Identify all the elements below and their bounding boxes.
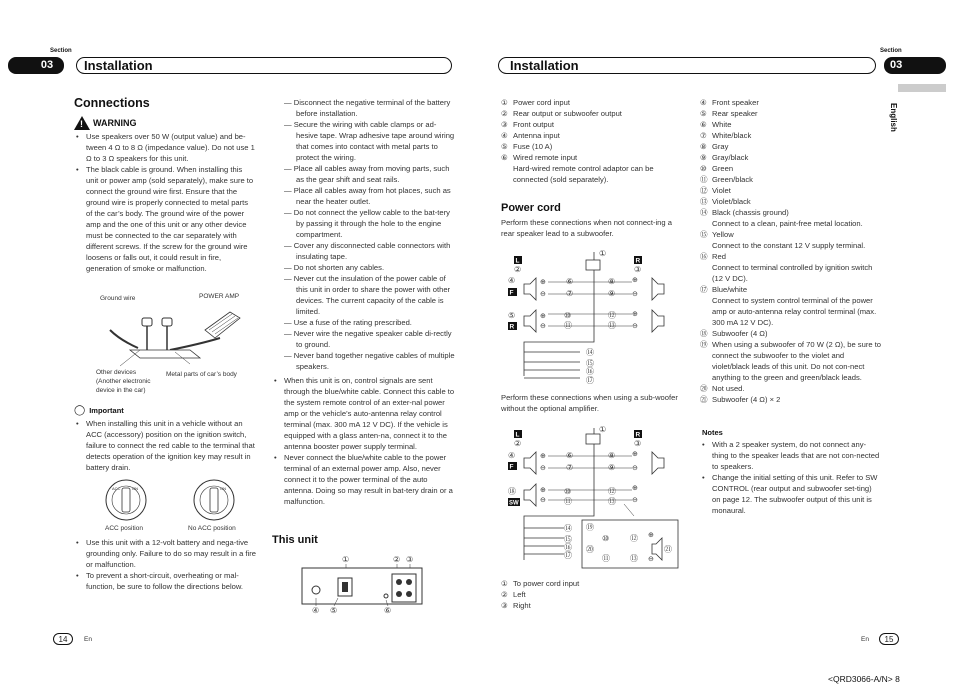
notes-list bbox=[702, 439, 882, 516]
svg-text:⑩: ⑩ bbox=[564, 311, 572, 320]
svg-text:⑳: ⑳ bbox=[586, 545, 594, 554]
svg-text:④: ④ bbox=[508, 451, 516, 460]
metal-parts-label: Metal parts of car’s body bbox=[166, 371, 237, 378]
list-item: ② Left bbox=[501, 590, 526, 599]
svg-text:⑮: ⑮ bbox=[564, 535, 572, 544]
section-number-badge: 03 bbox=[8, 57, 64, 74]
svg-text:④: ④ bbox=[508, 276, 516, 285]
speaker-icon bbox=[524, 310, 536, 332]
list-item: ⑯ Red Connect to terminal controlled by ignition switch (12 V DC). bbox=[700, 252, 873, 283]
svg-text:ON: ON bbox=[132, 486, 138, 491]
svg-text:⑰: ⑰ bbox=[586, 376, 594, 385]
acc-position-figure bbox=[96, 476, 256, 534]
power-cord-title: Power cord bbox=[501, 202, 561, 214]
list-item: • Never connect the blue/white cable to the power terminal of an external power amp. Also, never connect it to the power terminal of the auto antenna. Doing so may result in bat-tery drain or a malfunction. bbox=[274, 452, 456, 507]
speaker-icon bbox=[652, 278, 664, 300]
svg-text:⑲: ⑲ bbox=[586, 523, 594, 532]
precaution-bullet-list bbox=[274, 375, 456, 507]
precaution-dash-list bbox=[284, 97, 456, 372]
svg-text:⊖: ⊖ bbox=[632, 497, 638, 504]
svg-text:⊖: ⊖ bbox=[648, 556, 654, 563]
list-item: • Change the initial setting of this unit. Refer to SW CONTROL (rear output and subwoofer set-ting) on page 12. The subwoofer output of this unit is monaural. bbox=[702, 472, 882, 516]
svg-text:L: L bbox=[515, 431, 520, 439]
svg-text:⊕: ⊕ bbox=[632, 485, 638, 492]
svg-text:F: F bbox=[509, 463, 514, 471]
svg-text:⑨: ⑨ bbox=[608, 289, 616, 298]
speaker-icon bbox=[652, 310, 664, 332]
svg-text:⑦: ⑦ bbox=[566, 289, 574, 298]
svg-text:R: R bbox=[509, 323, 515, 331]
svg-text:⑰: ⑰ bbox=[564, 551, 572, 560]
list-item: ⑥ White bbox=[700, 120, 732, 129]
svg-text:⑧: ⑧ bbox=[608, 451, 616, 460]
list-item: ⑬ Violet/black bbox=[700, 197, 751, 206]
svg-text:⑬: ⑬ bbox=[608, 321, 616, 330]
svg-text:⑯: ⑯ bbox=[564, 543, 572, 552]
list-item: ① To power cord input bbox=[501, 579, 580, 588]
page-number: 15 bbox=[879, 633, 899, 645]
svg-text:⑫: ⑫ bbox=[608, 487, 616, 496]
list-item: ④ Antenna input bbox=[501, 131, 560, 140]
list-item: • When installing this unit in a vehicle without an ACC (accessory) position on the ignition switch, failure to connect the red cable to the terminal that detects operation of the ignition key may result in battery drain. bbox=[76, 418, 256, 473]
speaker-icon bbox=[652, 452, 664, 474]
svg-text:②: ② bbox=[514, 439, 522, 448]
unit-rear-panel-figure bbox=[298, 552, 428, 614]
svg-text:⊕: ⊕ bbox=[648, 532, 654, 539]
list-item: ⑥ Wired remote input bbox=[501, 153, 578, 162]
svg-text:⑫: ⑫ bbox=[630, 534, 638, 543]
svg-text:⑫: ⑫ bbox=[608, 311, 616, 320]
list-item: ⑩ Green bbox=[700, 164, 734, 173]
svg-text:R: R bbox=[635, 431, 641, 439]
svg-text:F: F bbox=[509, 289, 514, 297]
page-number: 14 bbox=[53, 633, 73, 645]
svg-text:⊖: ⊖ bbox=[540, 497, 546, 504]
list-item: • When this unit is on, control signals are sent through the blue/white cable. Connect this cable to the system remote control of an exter-nal power amp or the vehicle’s auto-antenna relay control terminal (max. 300 mA 12 V DC). If the vehicle is equipped with a glass anten-na, connect it to the antenna booster power supply terminal. bbox=[274, 375, 456, 452]
wire-color-legend-list bbox=[700, 97, 882, 405]
screw-icon bbox=[142, 318, 152, 350]
speaker-icon bbox=[524, 278, 536, 300]
svg-text:⊕: ⊕ bbox=[540, 487, 546, 494]
svg-text:㉑: ㉑ bbox=[664, 545, 672, 554]
subwoofer-icon bbox=[524, 484, 536, 506]
warning-heading bbox=[74, 116, 137, 130]
list-item: — Do not connect the yellow cable to the bat-tery by passing it through the hole to the engine compartment. bbox=[284, 208, 450, 239]
svg-text:⊖: ⊖ bbox=[632, 291, 638, 298]
page-language: En bbox=[861, 636, 869, 643]
list-item: ⑧ Gray bbox=[700, 142, 729, 151]
list-item: • Use this unit with a 12-volt battery and nega-tive grounding only. Failure to do so may result in a fire or malfunction. bbox=[76, 537, 256, 570]
no-acc-caption: No ACC position bbox=[188, 525, 236, 532]
list-item: ⑮ Yellow Connect to the constant 12 V supply terminal. bbox=[700, 230, 866, 250]
svg-text:②: ② bbox=[393, 555, 401, 564]
svg-text:③: ③ bbox=[634, 265, 642, 274]
list-item: ⑭ Black (chassis ground) Connect to a clean, paint-free metal location. bbox=[700, 208, 863, 228]
svg-text:⊖: ⊖ bbox=[632, 465, 638, 472]
svg-text:③: ③ bbox=[634, 439, 642, 448]
list-item: ④ Front speaker bbox=[700, 98, 759, 107]
ground-wire-label: Ground wire bbox=[100, 295, 136, 302]
list-item: ⑰ Blue/white Connect to system control terminal of the power amp or auto-antenna relay control terminal (max. 300 mA 12 V DC). bbox=[700, 285, 877, 327]
connections-title: Connections bbox=[74, 96, 150, 110]
svg-text:⑤: ⑤ bbox=[508, 311, 516, 320]
svg-text:⑩: ⑩ bbox=[602, 534, 610, 543]
this-unit-title: This unit bbox=[272, 534, 318, 546]
svg-text:L: L bbox=[515, 257, 520, 265]
list-item: ③ Right bbox=[501, 601, 531, 610]
important-icon: ◯ bbox=[74, 405, 86, 416]
speaker-wiring-diagram bbox=[504, 246, 684, 386]
svg-text:⑬: ⑬ bbox=[608, 497, 616, 506]
svg-text:⊕: ⊕ bbox=[540, 453, 546, 460]
svg-text:⑪: ⑪ bbox=[602, 554, 610, 563]
list-item: — Cover any disconnected cable connectors with insulating tape. bbox=[284, 241, 451, 261]
list-item: — Secure the wiring with cable clamps or ad-hesive tape. Wrap adhesive tape around wiring that comes into contact with metal parts to protect the wiring. bbox=[284, 120, 455, 162]
list-item: ⑤ Rear speaker bbox=[700, 109, 758, 118]
svg-text:SW: SW bbox=[509, 500, 519, 507]
list-item: — Use a fuse of the rating prescribed. bbox=[284, 318, 412, 327]
svg-text:ON: ON bbox=[220, 486, 226, 491]
svg-text:⑮: ⑮ bbox=[586, 359, 594, 368]
svg-text:⑨: ⑨ bbox=[608, 463, 616, 472]
list-item: ① Power cord input bbox=[501, 98, 570, 107]
svg-text:device in the car): device in the car) bbox=[96, 387, 146, 394]
svg-text:⑯: ⑯ bbox=[586, 367, 594, 376]
svg-text:⑪: ⑪ bbox=[564, 497, 572, 506]
svg-text:⊕: ⊕ bbox=[632, 451, 638, 458]
list-item: • With a 2 speaker system, do not connect any-thing to the speaker leads that are not con-nected to speakers. bbox=[702, 439, 882, 472]
other-devices-label: Other devices bbox=[96, 369, 137, 376]
svg-text:①: ① bbox=[599, 249, 607, 258]
list-item: — Do not shorten any cables. bbox=[284, 263, 385, 272]
section-number-badge: 03 bbox=[884, 57, 946, 74]
svg-text:⑥: ⑥ bbox=[566, 277, 574, 286]
svg-text:R: R bbox=[635, 257, 641, 265]
power-cord-intro: Perform these connections when not connect-ing a rear speaker lead to a subwoofer. bbox=[501, 218, 672, 238]
svg-text:⑥: ⑥ bbox=[384, 606, 392, 614]
list-item: ⑨ Gray/black bbox=[700, 153, 749, 162]
svg-text:④: ④ bbox=[312, 606, 320, 614]
important-list bbox=[76, 418, 256, 473]
svg-text:⑥: ⑥ bbox=[566, 451, 574, 460]
svg-text:⊕: ⊕ bbox=[540, 313, 546, 320]
svg-text:③: ③ bbox=[406, 555, 414, 564]
language-side-tab: English bbox=[889, 103, 898, 132]
speaker-icon bbox=[524, 452, 536, 474]
power-amp-label: POWER AMP bbox=[199, 293, 240, 300]
svg-text:⊕: ⊕ bbox=[632, 277, 638, 284]
list-item: • Use speakers over 50 W (output value) and be-tween 4 Ω to 8 Ω (impedance value). Do not use 1 Ω to 3 Ω speakers for this unit. bbox=[76, 131, 256, 164]
side-tab-bar bbox=[898, 84, 946, 92]
section-header-title: Installation bbox=[84, 58, 153, 73]
important-label: Important bbox=[89, 406, 124, 415]
section-header-title: Installation bbox=[510, 58, 579, 73]
page-language: En bbox=[84, 636, 92, 643]
list-item: • To prevent a short-circuit, overheating or mal-function, be sure to follow the directions below. bbox=[76, 570, 256, 592]
svg-text:⑤: ⑤ bbox=[330, 606, 338, 614]
list-item: — Place all cables away from moving parts, such as the gear shift and seat rails. bbox=[284, 164, 450, 184]
list-item: ⑲ When using a subwoofer of 70 W (2 Ω), be sure to connect the subwoofer to the violet and violet/black leads of this unit. Do not con-nect anything to the green and green/black leads. bbox=[700, 340, 882, 382]
svg-text:⑭: ⑭ bbox=[586, 348, 594, 357]
list-item: • The black cable is ground. When installing this unit or power amp (sold separately), make sure to connect the ground wire first. Ensure that the ground wire is properly connected to metal parts of the car’s body. The ground wire of the power amp and the one of this unit or any other device must be connected to the car separately with different screws. If the screw for the ground wire loosens or falls out, it could result in fire, generation of smoke or malfunction. bbox=[76, 164, 256, 274]
warning-label: WARNING bbox=[93, 118, 137, 128]
list-item: — Never band together negative cables of multiple speakers. bbox=[284, 351, 455, 371]
list-item: ② Rear output or subwoofer output bbox=[501, 109, 622, 118]
connector-legend-list bbox=[501, 97, 683, 185]
svg-text:②: ② bbox=[514, 265, 522, 274]
subwoofer-wiring-diagram bbox=[504, 420, 684, 572]
ground-wire-figure bbox=[90, 288, 260, 398]
list-item: — Disconnect the negative terminal of the battery before installation. bbox=[284, 98, 451, 118]
ignition-switch-icon bbox=[194, 480, 234, 520]
list-item: — Place all cables away from hot places, such as near the heater outlet. bbox=[284, 186, 451, 206]
svg-text:⑱: ⑱ bbox=[508, 487, 516, 496]
svg-text:⊕: ⊕ bbox=[632, 311, 638, 318]
notes-title: Notes bbox=[702, 428, 723, 437]
list-item: ③ Front output bbox=[501, 120, 554, 129]
list-item: ⑤ Fuse (10 A) bbox=[501, 142, 553, 151]
svg-text:⊖: ⊖ bbox=[540, 323, 546, 330]
svg-text:⑦: ⑦ bbox=[566, 463, 574, 472]
document-code: <QRD3066-A/N> 8 bbox=[828, 674, 900, 684]
list-item: ⑦ White/black bbox=[700, 131, 752, 140]
svg-text:⊖: ⊖ bbox=[632, 323, 638, 330]
warning-list bbox=[76, 131, 256, 274]
svg-text:⊕: ⊕ bbox=[540, 279, 546, 286]
important-heading bbox=[74, 405, 124, 416]
section-label: Section bbox=[50, 48, 72, 54]
list-item: — Never cut the insulation of the power cable of this unit in order to share the power with other devices. The current capacity of the cable is limited. bbox=[284, 274, 451, 316]
svg-text:⑩: ⑩ bbox=[564, 487, 572, 496]
svg-text:⊖: ⊖ bbox=[540, 465, 546, 472]
warning-icon: ! bbox=[74, 116, 90, 130]
section-label: Section bbox=[880, 48, 902, 54]
svg-text:⑬: ⑬ bbox=[630, 554, 638, 563]
ignition-switch-icon bbox=[106, 480, 146, 520]
svg-text:⊖: ⊖ bbox=[540, 291, 546, 298]
svg-text:①: ① bbox=[599, 425, 607, 434]
acc-caption: ACC position bbox=[105, 525, 143, 532]
svg-text:(Another electronic: (Another electronic bbox=[96, 378, 151, 385]
power-amp-icon bbox=[205, 312, 240, 338]
more-bullets-list bbox=[76, 537, 256, 592]
svg-text:⑧: ⑧ bbox=[608, 277, 616, 286]
list-item: ⑱ Subwoofer (4 Ω) bbox=[700, 329, 768, 338]
diagram-legend-list bbox=[501, 578, 683, 611]
screw-icon bbox=[162, 318, 172, 350]
list-item: — Never wire the negative speaker cable di-rectly to ground. bbox=[284, 329, 452, 349]
svg-text:ACC: ACC bbox=[112, 486, 121, 491]
list-item: ㉑ Subwoofer (4 Ω) × 2 bbox=[700, 395, 781, 404]
list-item: ⑫ Violet bbox=[700, 186, 731, 195]
list-item: ⑪ Green/black bbox=[700, 175, 753, 184]
list-item: ⑳ Not used. bbox=[700, 384, 745, 393]
svg-text:①: ① bbox=[342, 555, 350, 564]
svg-text:⑭: ⑭ bbox=[564, 524, 572, 533]
subwoofer-intro: Perform these connections when using a sub-woofer without the optional amplifier. bbox=[501, 393, 678, 413]
svg-text:⑪: ⑪ bbox=[564, 321, 572, 330]
list-item-note: Hard-wired remote control adaptor can be connected (sold separately). bbox=[513, 164, 654, 184]
